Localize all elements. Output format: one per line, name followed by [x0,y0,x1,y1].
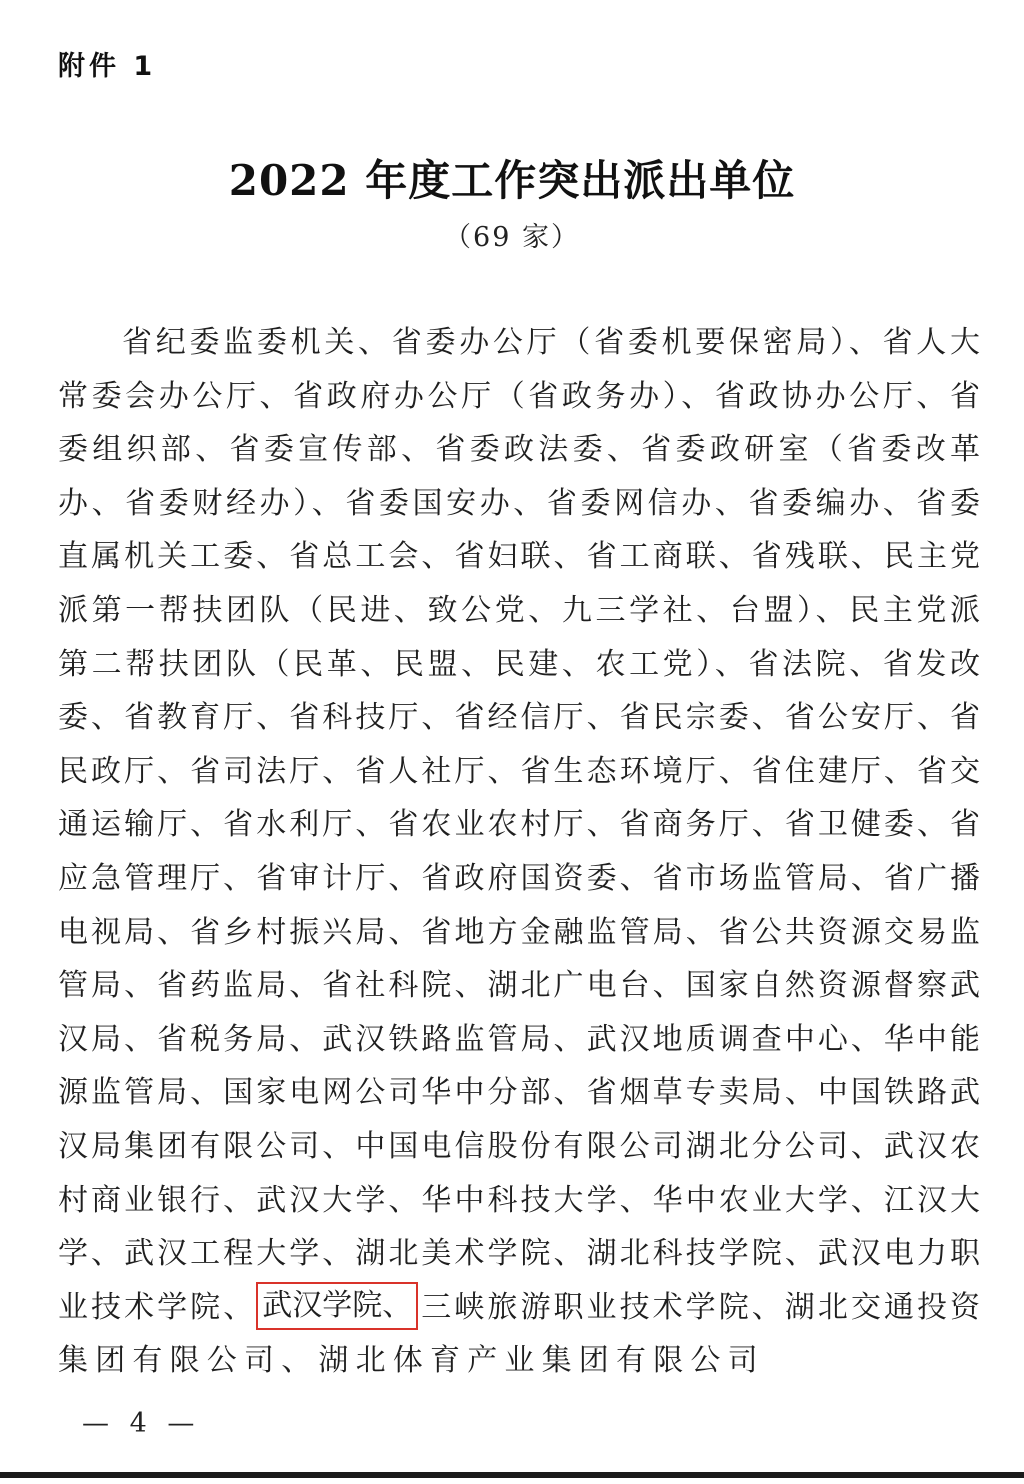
body-line: 委组织部、省委宣传部、省委政法委、省委政研室（省委改革 [58,432,980,468]
attachment-label: 附件 1 [58,51,157,82]
body-line: 派第一帮扶团队（民进、致公党、九三学社、台盟）、民主党派 [58,592,980,628]
body-line: 电视局、省乡村振兴局、省地方金融监管局、省公共资源交易监 [58,914,980,950]
body-line: 村商业银行、武汉大学、华中科技大学、华中农业大学、江汉大 [58,1182,980,1218]
body-line-last: 集团有限公司、湖北体育产业集团有限公司 [58,1343,765,1379]
body-line: 常委会办公厅、省政府办公厅（省政务办）、省政协办公厅、省 [58,378,980,414]
body-line: 学、武汉工程大学、湖北美术学院、湖北科技学院、武汉电力职 [58,1236,980,1272]
document-subtitle: （69 家） [444,222,580,253]
highlighted-unit-box: 武汉学院、 [256,1282,418,1330]
body-line: 源监管局、国家电网公司华中分部、省烟草专卖局、中国铁路武 [58,1075,980,1111]
line-text-after: 三峡旅游职业技术学院、湖北交通投资 [418,1289,981,1325]
body-line: 汉局集团有限公司、中国电信股份有限公司湖北分公司、武汉农 [58,1128,980,1164]
body-line: 省纪委监委机关、省委办公厅（省委机要保密局）、省人大 [122,325,980,360]
body-line: 第二帮扶团队（民革、民盟、民建、农工党）、省法院、省发改 [58,646,980,682]
body-line: 办、省委财经办）、省委国安办、省委网信办、省委编办、省委 [58,485,980,521]
body-line: 应急管理厅、省审计厅、省政府国资委、省市场监管局、省广播 [58,860,980,896]
body-line: 民政厅、省司法厅、省人社厅、省生态环境厅、省住建厅、省交 [58,753,980,789]
body-line-highlighted [58,1281,980,1335]
body-paragraph [58,316,980,1388]
body-line: 管局、省药监局、省社科院、湖北广电台、国家自然资源督察武 [58,968,980,1004]
body-line: 委、省教育厅、省科技厅、省经信厅、省民宗委、省公安厅、省 [58,700,980,736]
line-text-before: 业技术学院、 [58,1289,257,1325]
body-line: 汉局、省税务局、武汉铁路监管局、武汉地质调查中心、华中能 [58,1021,980,1057]
body-line: 通运输厅、省水利厅、省农业农村厅、省商务厅、省卫健委、省 [58,807,980,843]
document-title: 2022 年度工作突出派出单位 [228,156,796,205]
page-number: — 4 — [82,1408,201,1439]
bottom-rule [0,1472,1024,1478]
body-line: 直属机关工委、省总工会、省妇联、省工商联、省残联、民主党 [58,539,980,575]
